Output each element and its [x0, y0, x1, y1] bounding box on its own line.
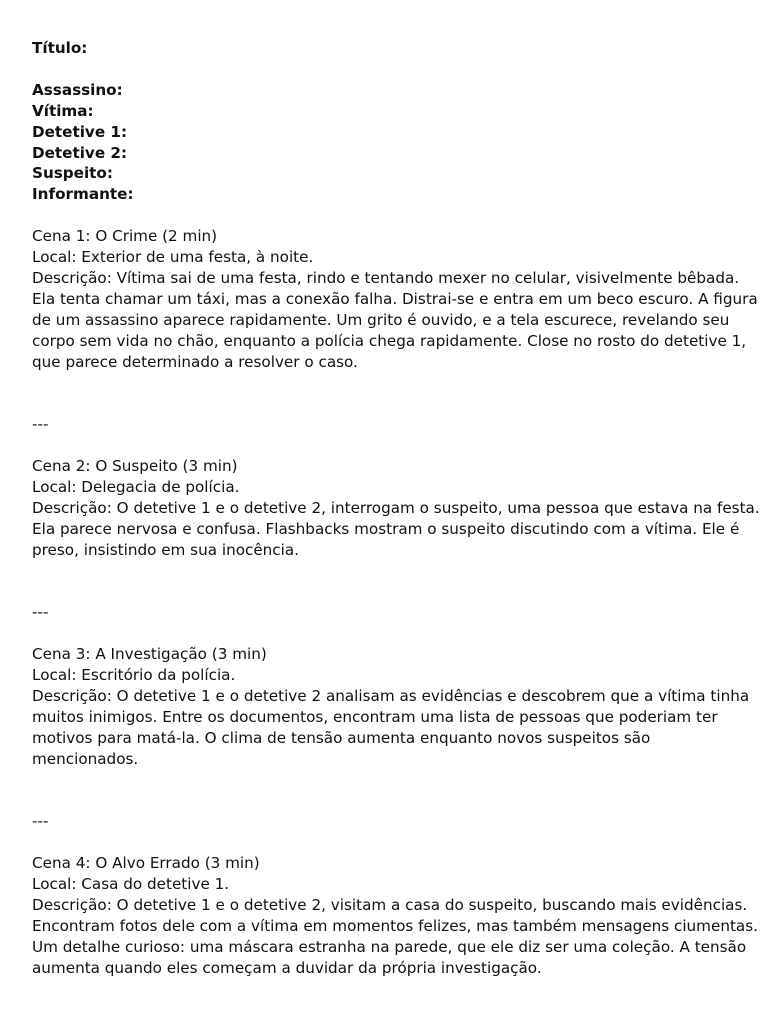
spacer [32, 205, 742, 226]
scene-description-line: Descrição: O detetive 1 e o detetive 2, visitam a casa do suspeito, buscando mais evidências. [32, 895, 748, 914]
document-page [32, 38, 760, 979]
scene-description-line: Descrição: O detetive 1 e o detetive 2 analisam as evidências e descobrem que a vítima tinha [32, 686, 750, 705]
scene-description-line: muitos inimigos. Entre os documentos, encontram uma lista de pessoas que poderiam ter [32, 707, 718, 726]
scene-description-line: corpo sem vida no chão, enquanto a polícia chega rapidamente. Close no rosto do detetive 1, [32, 331, 747, 350]
scene-description-line: de um assassino aparece rapidamente. Um grito é ouvido, e a tela escurece, revelando seu [32, 310, 730, 329]
spacer [32, 790, 742, 811]
role-assassino: Assassino: [32, 80, 123, 99]
scene-heading: Cena 4: O Alvo Errado (3 min) [32, 854, 260, 873]
scene-description-line: que parece determinado a resolver o caso. [32, 352, 358, 371]
scene-description-line: Descrição: Vítima sai de uma festa, rindo e tentando mexer no celular, visivelmente bêbada. [32, 268, 740, 287]
scene-2 [32, 456, 760, 561]
role-informante: Informante: [32, 185, 134, 204]
spacer [32, 435, 742, 456]
title-label: Título: [32, 39, 88, 57]
scene-heading: Cena 2: O Suspeito (3 min) [32, 457, 238, 476]
spacer [32, 770, 742, 791]
scene-location: Local: Delegacia de polícia. [32, 477, 240, 496]
spacer [32, 393, 742, 414]
scene-description-line: Um detalhe curioso: uma máscara estranha na parede, que ele diz ser uma coleção. A tensão [32, 937, 747, 956]
scene-description-line: Descrição: O detetive 1 e o detetive 2, interrogam o suspeito, uma pessoa que estava na festa. [32, 498, 760, 517]
scene-description-line: aumenta quando eles começam a duvidar da própria investigação. [32, 958, 542, 977]
scene-description-line: Ela parece nervosa e confusa. Flashbacks mostram o suspeito discutindo com a vítima. Ele é [32, 519, 740, 538]
role-vitima: Vítima: [32, 101, 94, 120]
spacer [32, 623, 742, 644]
scene-description-line: Encontram fotos dele com a vítima em momentos felizes, mas também mensagens ciumentas. [32, 916, 758, 935]
scene-location: Local: Exterior de uma festa, à noite. [32, 248, 314, 267]
scene-separator: --- [32, 603, 49, 622]
scene-heading: Cena 1: O Crime (2 min) [32, 227, 218, 246]
role-detetive-2: Detetive 2: [32, 143, 128, 162]
role-suspeito: Suspeito: [32, 164, 113, 183]
spacer [32, 372, 742, 393]
scene-description-line: preso, insistindo em sua inocência. [32, 540, 300, 559]
scene-3 [32, 644, 750, 769]
scene-description-line: Ela tenta chamar um táxi, mas a conexão falha. Distrai-se e entra em um beco escuro. A figura [32, 289, 758, 308]
spacer [32, 59, 742, 80]
scene-4 [32, 853, 758, 978]
scene-separator: --- [32, 415, 49, 434]
scene-separator: --- [32, 812, 49, 831]
spacer [32, 561, 742, 582]
spacer [32, 581, 742, 602]
scene-1 [32, 226, 758, 372]
scene-location: Local: Casa do detetive 1. [32, 875, 230, 894]
role-detetive-1: Detetive 1: [32, 122, 128, 141]
scene-description-line: mencionados. [32, 749, 139, 768]
scene-description-line: motivos para matá-la. O clima de tensão aumenta enquanto novos suspeitos são [32, 728, 651, 747]
spacer [32, 832, 742, 853]
scene-location: Local: Escritório da polícia. [32, 666, 236, 685]
scene-heading: Cena 3: A Investigação (3 min) [32, 645, 267, 664]
